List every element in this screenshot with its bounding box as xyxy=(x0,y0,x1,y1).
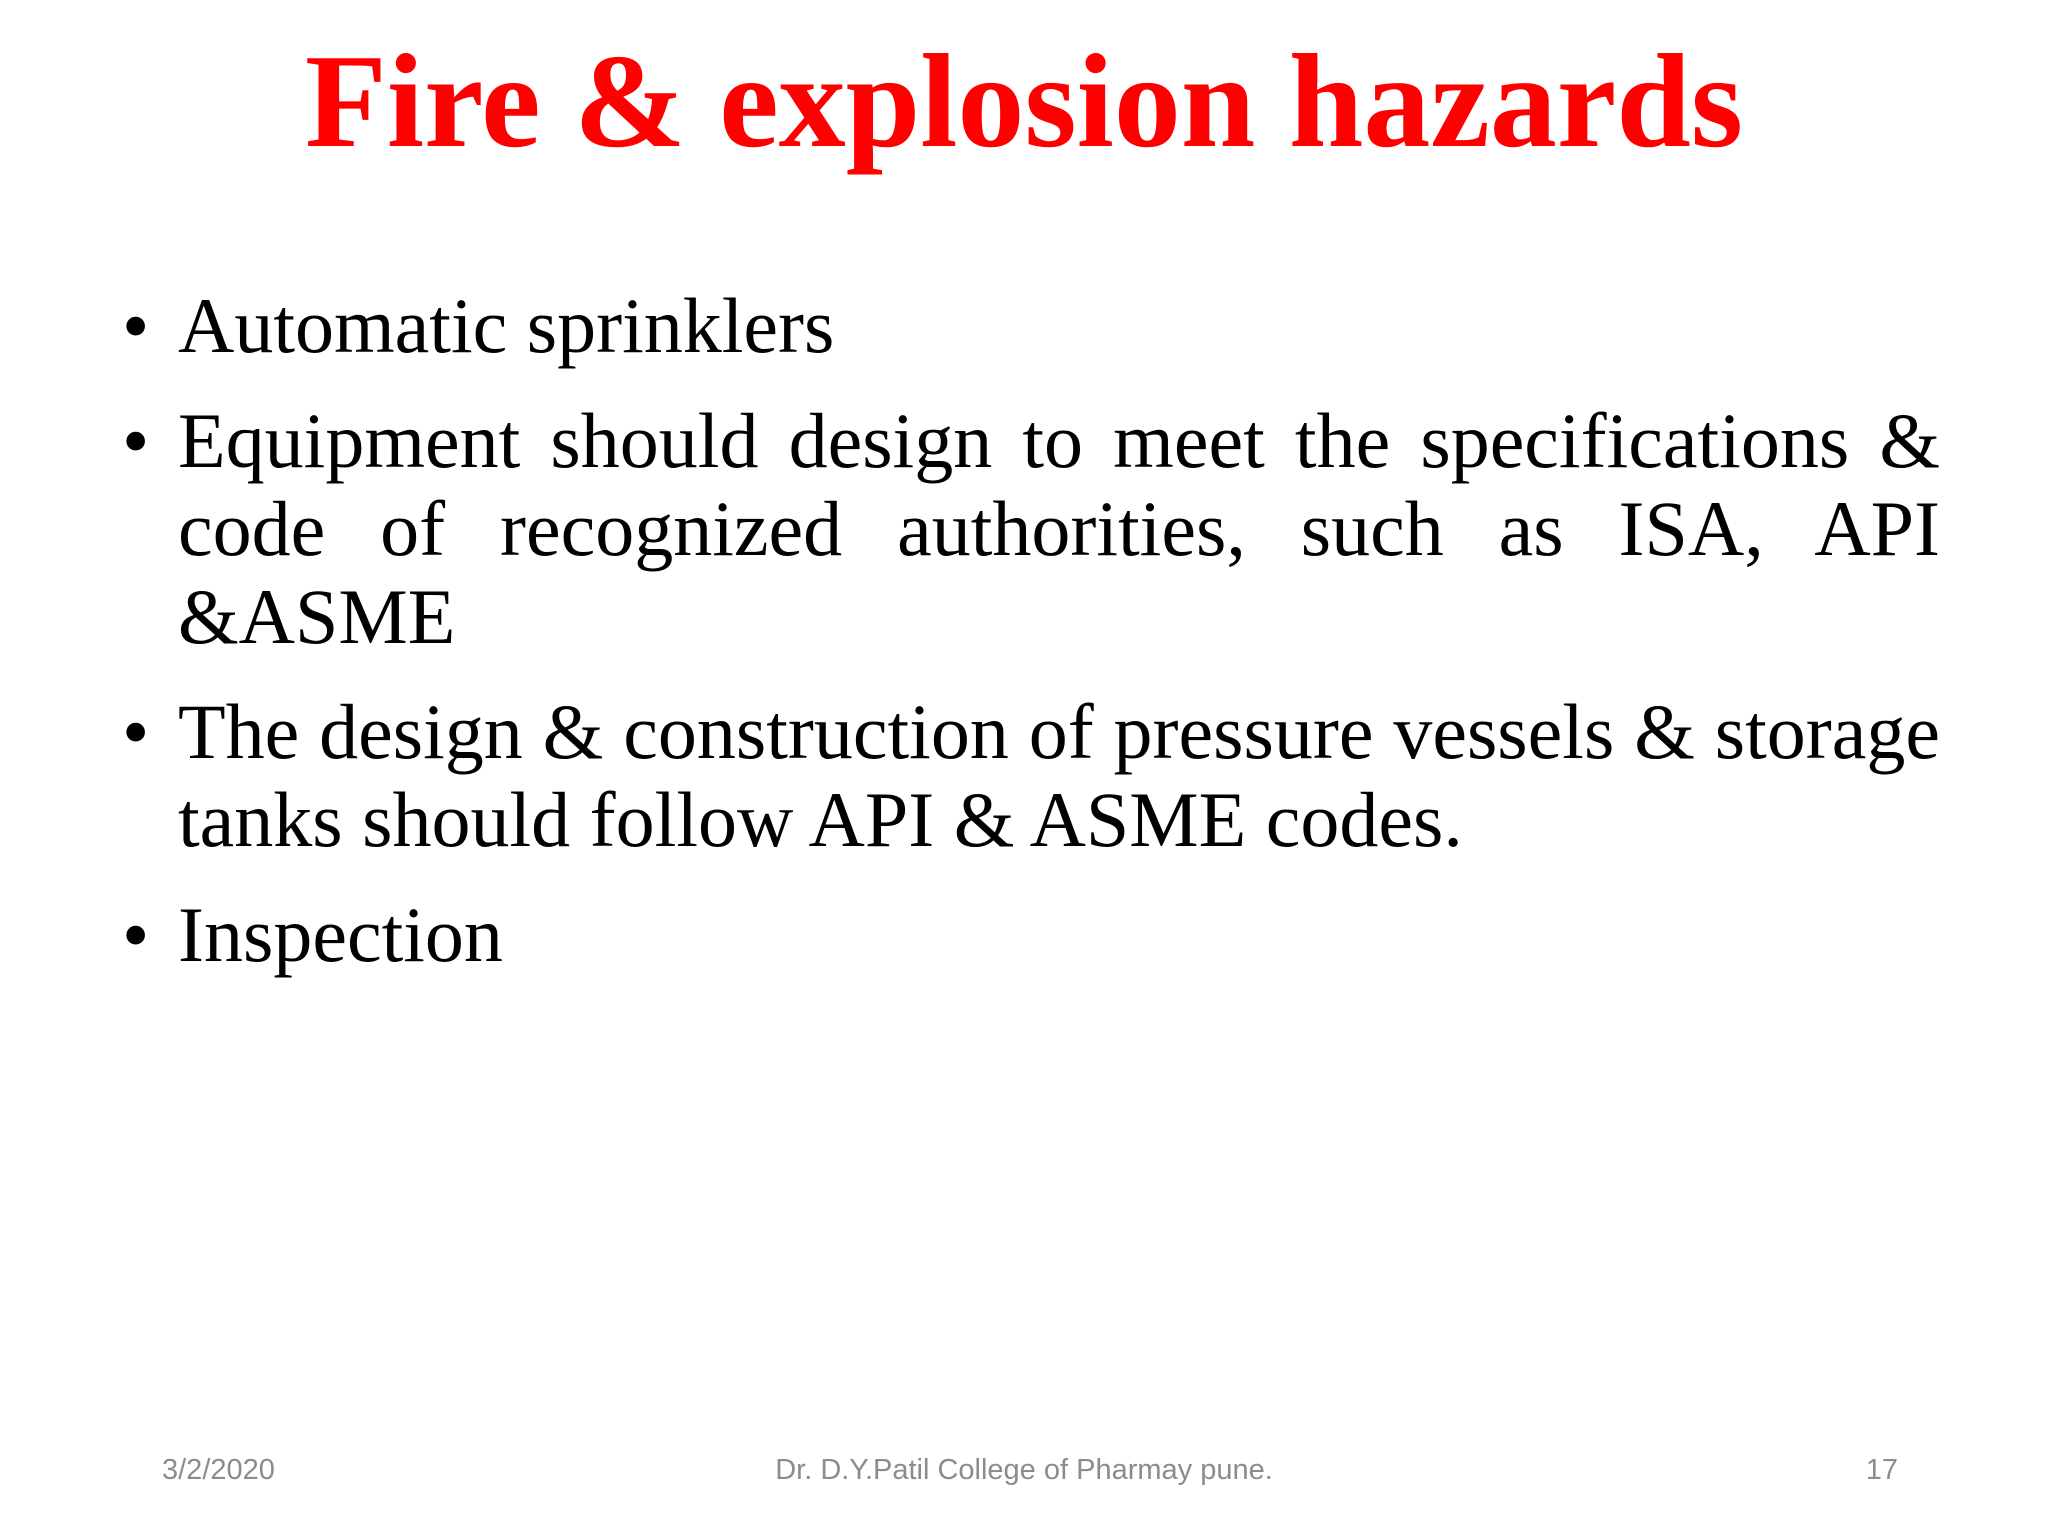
footer-date: 3/2/2020 xyxy=(162,1454,275,1486)
footer-institution: Dr. D.Y.Patil College of Pharmay pune. xyxy=(775,1454,1273,1486)
bullet-list xyxy=(118,282,1940,979)
footer-page-number: 17 xyxy=(1865,1454,1898,1486)
bullet-text: Inspection xyxy=(178,891,503,978)
bullet-item xyxy=(118,397,1940,661)
bullet-text: The design & construction of pressure vessels & storage tanks should follow API & ASME codes. xyxy=(178,688,1940,863)
bullet-text: Equipment should design to meet the specifications & code of recognized authorities, such as ISA, API &ASME xyxy=(178,397,1940,660)
bullet-dot-icon: • xyxy=(122,397,150,484)
bullet-dot-icon: • xyxy=(122,282,150,369)
bullet-item xyxy=(118,891,1940,979)
bullet-text: Automatic sprinklers xyxy=(178,282,835,369)
bullet-item xyxy=(118,688,1940,864)
bullet-item xyxy=(118,282,1940,370)
bullet-dot-icon: • xyxy=(122,688,150,775)
slide-title: Fire & explosion hazards xyxy=(304,27,1743,175)
bullet-dot-icon: • xyxy=(122,891,150,978)
